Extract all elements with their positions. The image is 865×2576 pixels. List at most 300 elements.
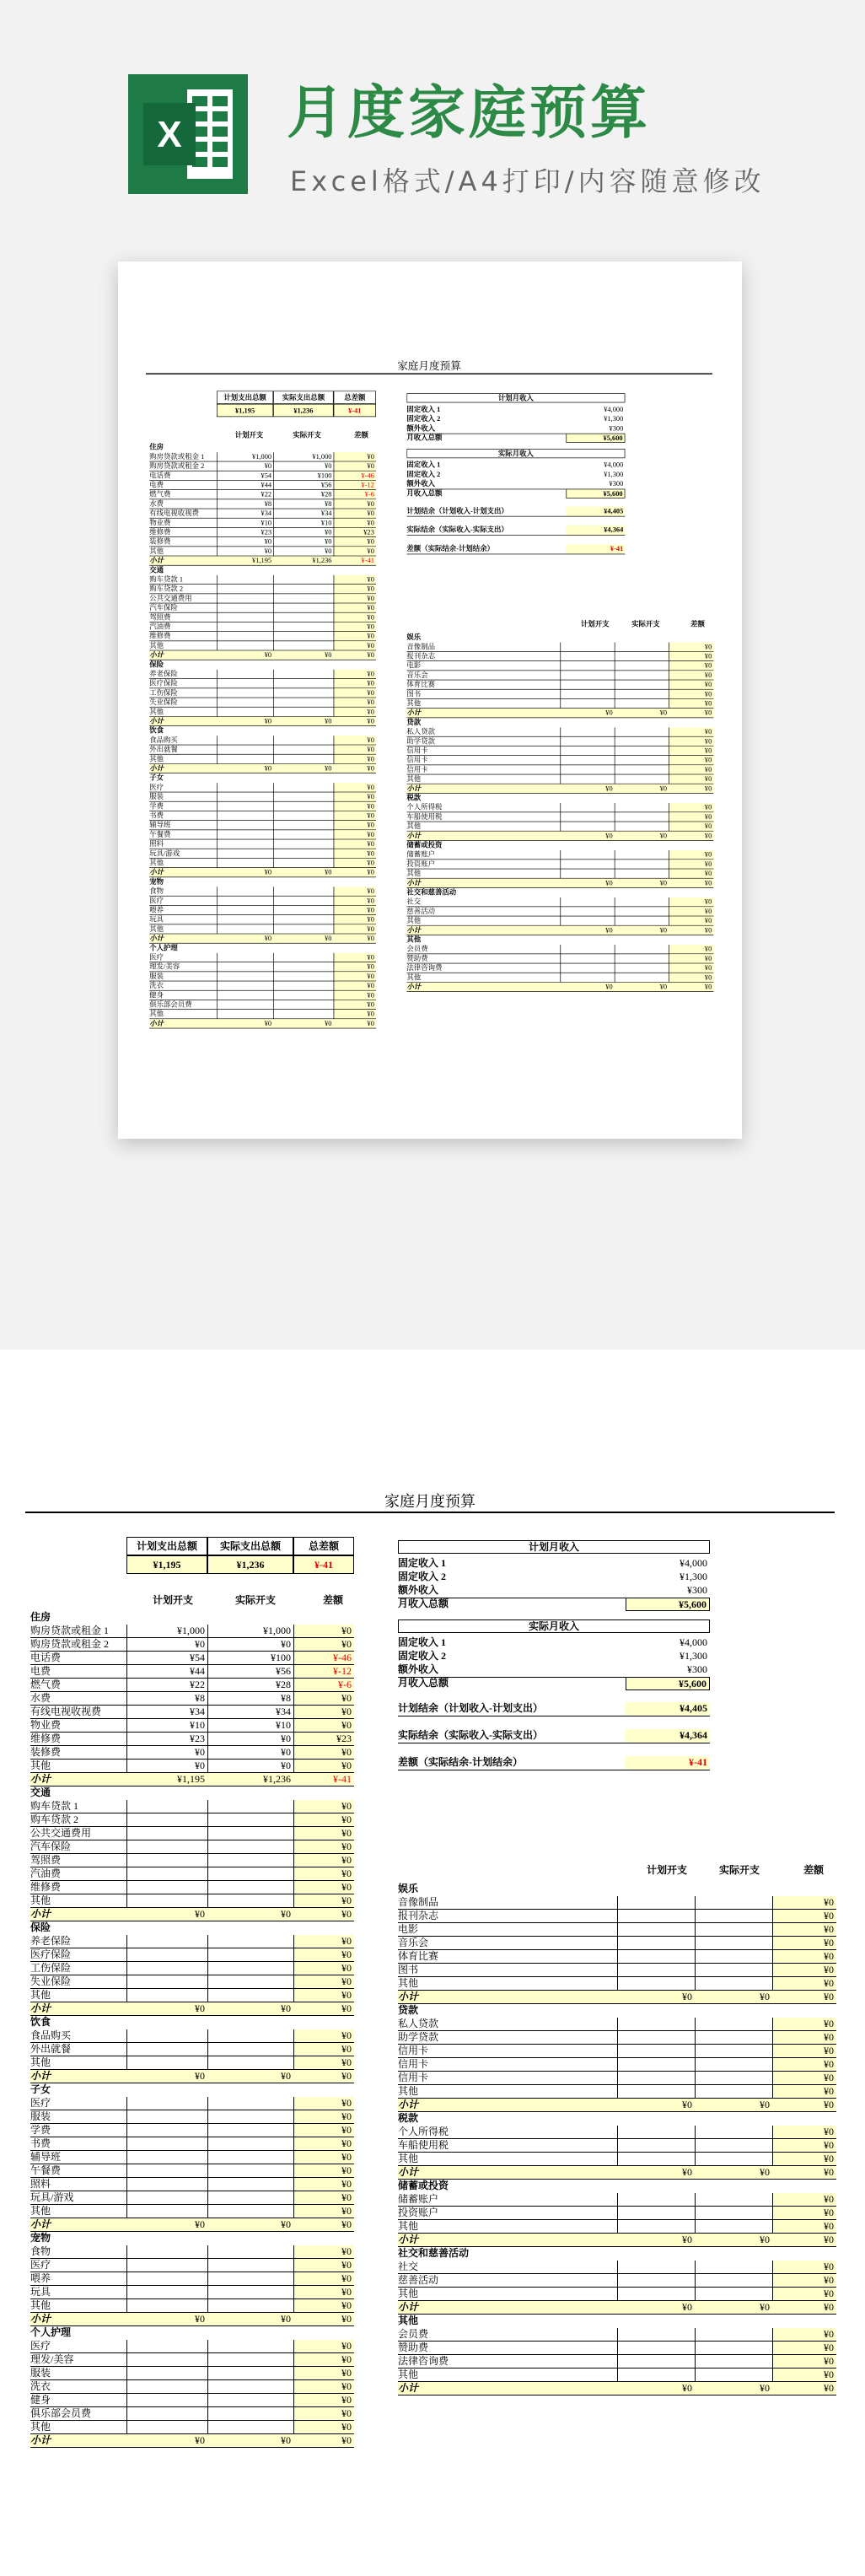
grid-line (293, 2029, 294, 2070)
grid-line (293, 2097, 294, 2218)
item-label: 信用卡 (406, 746, 428, 755)
subtotal-actual: ¥0 (695, 2301, 772, 2315)
balance-label: 计划结余（计划收入-计划支出） (406, 506, 508, 515)
item-plan (617, 1896, 695, 1910)
item-label: 慈善活动 (398, 2274, 439, 2286)
item-label: 私人贷款 (406, 727, 436, 736)
item-plan: ¥22 (261, 490, 272, 498)
item-diff: ¥0 (334, 708, 376, 717)
item-plan (126, 1894, 207, 1908)
item-diff: ¥0 (293, 1746, 354, 1760)
income-label: 固定收入 1 (406, 461, 441, 469)
item-diff: ¥0 (293, 2272, 354, 2286)
item-diff: ¥0 (772, 2274, 836, 2288)
column-header-plan: 计划开支 (152, 1594, 193, 1606)
item-diff: ¥0 (293, 2245, 354, 2259)
subtotal-diff: ¥0 (293, 2218, 354, 2232)
item-actual: ¥0 (325, 461, 332, 471)
item-label: 汽车保险 (149, 603, 178, 612)
grid-line (560, 850, 561, 879)
item-diff: ¥0 (334, 802, 376, 811)
subtotal-plan: ¥0 (560, 983, 614, 992)
income-total: ¥5,600 (626, 1677, 710, 1690)
grid-line (334, 887, 335, 934)
item-label: 食品购买 (149, 736, 178, 744)
subtotal-actual: ¥0 (695, 2099, 772, 2112)
item-label: 午餐费 (149, 830, 171, 838)
income-value: ¥1,300 (604, 470, 624, 478)
item-actual (695, 2058, 772, 2072)
item-plan (126, 2272, 207, 2286)
grid-line (695, 2126, 696, 2166)
income-label: 额外收入 (406, 423, 436, 433)
item-plan (126, 2178, 207, 2191)
summary-header: 计划支出总额 (217, 391, 273, 403)
subtotal-plan: ¥0 (617, 2301, 695, 2315)
subtotal-label: 小计 (406, 832, 560, 841)
item-diff: ¥0 (334, 594, 376, 603)
item-label: 医疗 (149, 896, 164, 905)
item-label: 养老保险 (30, 1935, 72, 1947)
subtotal-label: 小计 (30, 2313, 126, 2326)
item-label: 报刊杂志 (398, 1910, 439, 1921)
item-plan (126, 2353, 207, 2367)
grid-line (126, 2097, 127, 2218)
income-total: ¥5,600 (626, 1598, 710, 1611)
subtotal-label: 小计 (406, 709, 560, 718)
subtotal-label: 小计 (149, 717, 217, 726)
item-label: 电影 (406, 661, 422, 670)
item-diff: ¥0 (772, 1923, 836, 1937)
item-plan: ¥22 (190, 1679, 205, 1690)
grid-line (273, 452, 274, 556)
item-label: 音乐会 (406, 671, 428, 679)
subtotal-diff: ¥0 (293, 2434, 354, 2448)
item-plan (617, 2369, 695, 2382)
subtotal-actual: ¥1,236 (273, 556, 333, 565)
income-label: 固定收入 2 (406, 414, 441, 423)
item-plan (617, 2031, 695, 2045)
item-diff: ¥0 (334, 783, 376, 792)
subtotal-actual: ¥0 (695, 2382, 772, 2395)
item-diff: ¥0 (293, 1827, 354, 1840)
item-actual (207, 1948, 293, 1962)
item-diff: ¥0 (334, 1010, 376, 1019)
item-label: 照料 (30, 2178, 51, 2190)
item-diff: ¥0 (293, 1894, 354, 1908)
item-label: 慈善活动 (406, 907, 436, 915)
item-actual: ¥100 (317, 471, 332, 480)
item-label: 图书 (398, 1964, 419, 1975)
item-plan (126, 1962, 207, 1975)
item-diff: ¥0 (334, 641, 376, 650)
item-plan (617, 2126, 695, 2139)
item-label: 社交 (406, 897, 422, 906)
item-label: 医疗 (30, 2259, 51, 2271)
item-plan (126, 1840, 207, 1854)
item-diff: ¥0 (334, 461, 376, 471)
income-total-label: 月收入总额 (406, 488, 443, 498)
item-diff: ¥0 (669, 945, 713, 954)
item-label: 物业费 (30, 1719, 62, 1731)
subtotal-plan: ¥0 (126, 2070, 207, 2083)
item-label: 其他 (149, 641, 164, 649)
item-label: 维修费 (30, 1733, 62, 1744)
item-label: 助学贷款 (398, 2031, 439, 2043)
item-diff: ¥0 (293, 2110, 354, 2124)
item-label: 其他 (30, 2056, 51, 2068)
grid-line (406, 991, 713, 992)
item-diff: ¥0 (293, 2137, 354, 2151)
grid-line (126, 1935, 127, 2002)
item-actual (695, 2031, 772, 2045)
income-title: 实际月收入 (398, 1619, 710, 1633)
item-label: 会员费 (406, 945, 428, 953)
item-actual (207, 2205, 293, 2218)
item-label: 其他 (406, 916, 422, 925)
grid-line (126, 1800, 127, 1908)
item-label: 医疗 (149, 952, 164, 962)
item-actual (695, 1977, 772, 1991)
summary-plan: ¥1,195 (126, 1555, 207, 1574)
income-value: ¥4,000 (604, 405, 624, 413)
item-label: 学费 (30, 2124, 51, 2136)
item-actual: ¥8 (281, 1692, 291, 1704)
item-plan: ¥1,000 (252, 452, 272, 461)
item-label: 电话费 (149, 471, 171, 480)
item-plan: ¥10 (190, 1719, 205, 1731)
income-total: ¥5,600 (566, 489, 625, 498)
item-actual (207, 2043, 293, 2056)
item-label: 驾照费 (30, 1854, 62, 1866)
item-actual (207, 2340, 293, 2353)
item-actual (695, 1896, 772, 1910)
item-diff: ¥0 (334, 811, 376, 821)
item-actual (207, 1854, 293, 1867)
item-label: 车船使用税 (398, 2139, 449, 2151)
subtotal-actual: ¥0 (207, 2434, 293, 2448)
income-label: 额外收入 (398, 1584, 439, 1596)
item-diff: ¥0 (334, 1000, 376, 1010)
item-label: 音像制品 (406, 642, 436, 651)
item-diff: ¥0 (293, 2394, 354, 2407)
item-diff: ¥0 (293, 1840, 354, 1854)
item-label: 理发/美容 (149, 962, 180, 971)
category-header: 子女 (149, 773, 164, 782)
item-diff: ¥0 (772, 1964, 836, 1977)
subtotal-actual: ¥0 (273, 1019, 333, 1028)
item-plan: ¥10 (261, 518, 272, 527)
balance-label: 差额（实际结余-计划结余） (398, 1756, 523, 1768)
grid-line (560, 945, 561, 983)
income-label: 固定收入 1 (406, 405, 441, 413)
item-plan (126, 2286, 207, 2299)
grid-line (334, 670, 335, 717)
item-label: 信用卡 (406, 765, 428, 773)
income-value: ¥4,000 (680, 1557, 707, 1569)
grid-line (207, 1935, 208, 2002)
subtotal-label: 小计 (30, 2434, 126, 2448)
summary-plan: ¥1,195 (217, 404, 273, 417)
item-actual (207, 1827, 293, 1840)
category-header: 储蓄或投资 (398, 2180, 449, 2191)
item-diff: ¥0 (334, 906, 376, 915)
item-actual (695, 2153, 772, 2166)
item-actual (695, 2018, 772, 2031)
item-diff: ¥0 (293, 2367, 354, 2380)
grid-line (273, 783, 274, 868)
item-label: 其他 (30, 1760, 51, 1771)
subtotal-label: 小计 (30, 1908, 126, 1921)
item-label: 汽车保险 (30, 1840, 72, 1852)
subtotal-diff: ¥0 (669, 983, 713, 992)
subtotal-diff: ¥0 (334, 1019, 376, 1028)
summary-header: 实际支出总额 (207, 1537, 293, 1555)
balance-label: 实际结余（实际收入-实际支出） (406, 525, 508, 534)
item-label: 信用卡 (398, 2058, 429, 2070)
item-label: 其他 (30, 2205, 51, 2217)
subtotal-actual: ¥0 (207, 2218, 293, 2232)
subtotal-plan: ¥0 (617, 2166, 695, 2180)
item-label: 储蓄账户 (398, 2193, 439, 2205)
item-label: 俱乐部会员费 (30, 2407, 92, 2419)
item-label: 医疗 (149, 783, 164, 791)
subtotal-diff: ¥0 (334, 650, 376, 660)
item-label: 洗衣 (149, 981, 164, 990)
item-diff: ¥0 (334, 839, 376, 849)
item-label: 其他 (398, 2153, 419, 2164)
grid-line (126, 2245, 127, 2313)
subtotal-label: 小计 (149, 764, 217, 773)
item-label: 燃气费 (149, 490, 171, 498)
subtotal-actual: ¥0 (695, 1991, 772, 2004)
subtotal-label: 小计 (149, 556, 217, 565)
item-plan: ¥0 (264, 547, 272, 555)
item-actual (207, 2110, 293, 2124)
item-plan: ¥54 (190, 1652, 205, 1663)
category-header: 宠物 (149, 877, 164, 886)
category-header: 娱乐 (398, 1883, 419, 1894)
subtotal-diff: ¥0 (669, 832, 713, 841)
grid-line (293, 2245, 294, 2313)
item-plan: ¥34 (261, 509, 272, 518)
grid-line (126, 1625, 127, 1773)
grid-line (406, 489, 566, 490)
item-diff: ¥0 (669, 860, 713, 869)
subtotal-diff: ¥0 (772, 2234, 836, 2247)
grid-line (695, 2328, 696, 2382)
item-actual (207, 2029, 293, 2043)
item-label: 书费 (149, 811, 164, 820)
item-actual (695, 2261, 772, 2274)
column-header-diff: 差额 (322, 1594, 343, 1606)
grid-line (617, 2261, 618, 2301)
subtotal-diff: ¥0 (772, 1991, 836, 2004)
item-label: 其他 (406, 869, 422, 878)
item-label: 养老保险 (149, 669, 178, 678)
item-diff: ¥0 (669, 756, 713, 765)
subtotal-diff: ¥0 (772, 2166, 836, 2180)
item-actual (207, 2245, 293, 2259)
item-diff: ¥0 (669, 963, 713, 973)
item-plan: ¥8 (264, 499, 272, 508)
item-plan (617, 1910, 695, 1923)
category-header: 贷款 (398, 2004, 419, 2016)
item-diff: ¥0 (669, 727, 713, 736)
item-label: 医疗 (30, 2097, 51, 2109)
grid-line (273, 887, 274, 934)
item-actual (695, 2207, 772, 2220)
grid-line (772, 2193, 773, 2234)
item-label: 汽油费 (149, 622, 171, 631)
item-actual (207, 2407, 293, 2421)
item-actual (695, 2072, 772, 2085)
item-actual (695, 1950, 772, 1964)
grid-line (207, 2245, 208, 2313)
item-diff: ¥0 (334, 991, 376, 1000)
item-label: 其他 (149, 707, 164, 716)
category-header: 饮食 (149, 726, 164, 735)
item-diff: ¥0 (772, 2207, 836, 2220)
item-label: 其他 (149, 754, 164, 763)
income-total-label: 月收入总额 (398, 1677, 449, 1689)
subtotal-diff: ¥0 (669, 709, 713, 718)
subtotal-diff: ¥0 (669, 784, 713, 794)
item-plan (126, 2394, 207, 2407)
item-diff: ¥-46 (293, 1652, 354, 1665)
column-header-plan: 计划开支 (580, 620, 610, 628)
item-label: 其他 (398, 2369, 419, 2380)
subtotal-plan: ¥0 (617, 1991, 695, 2004)
item-label: 物业费 (149, 518, 171, 527)
item-plan: ¥8 (195, 1692, 205, 1704)
item-label: 外出就餐 (149, 745, 178, 754)
item-actual (695, 1910, 772, 1923)
grid-line (273, 670, 274, 717)
item-actual (207, 2380, 293, 2394)
logo-letter: X (157, 114, 182, 155)
summary-header: 计划支出总额 (126, 1537, 207, 1555)
subtotal-actual: ¥0 (615, 879, 669, 888)
item-diff: ¥0 (334, 603, 376, 612)
item-diff: ¥0 (669, 643, 713, 652)
item-label: 其他 (149, 858, 164, 867)
item-plan: ¥0 (195, 1760, 205, 1771)
subtotal-plan: ¥0 (217, 934, 273, 943)
item-plan: ¥44 (261, 480, 272, 489)
item-plan (126, 2110, 207, 2124)
item-actual: ¥10 (276, 1719, 291, 1731)
column-header-diff: 差额 (354, 431, 368, 439)
subtotal-actual: ¥0 (615, 926, 669, 935)
subtotal-diff: ¥0 (669, 879, 713, 888)
subtotal-plan: ¥0 (560, 879, 614, 888)
category-header: 娱乐 (406, 633, 422, 642)
item-plan: ¥54 (261, 471, 272, 480)
item-label: 失业保险 (149, 698, 178, 707)
item-diff: ¥0 (334, 745, 376, 754)
item-plan (617, 2018, 695, 2031)
grid-line (293, 1800, 294, 1908)
subtotal-plan: ¥0 (560, 926, 614, 935)
subtotal-plan: ¥1,195 (217, 556, 273, 565)
item-diff: ¥0 (669, 850, 713, 860)
item-diff: ¥0 (293, 2286, 354, 2299)
item-actual (207, 1962, 293, 1975)
item-label: 服装 (149, 792, 164, 801)
item-label: 信用卡 (398, 2045, 429, 2056)
item-actual (207, 1894, 293, 1908)
subtotal-plan: ¥0 (617, 2382, 695, 2395)
item-actual (695, 1937, 772, 1950)
item-diff: ¥0 (669, 690, 713, 699)
grid-line (334, 953, 335, 1019)
item-label: 购车贷款 1 (30, 1800, 79, 1812)
item-label: 驾照费 (149, 612, 171, 622)
item-actual (207, 2299, 293, 2313)
grid-line (207, 1625, 208, 1773)
item-label: 私人贷款 (398, 2018, 439, 2029)
subtotal-actual: ¥0 (273, 934, 333, 943)
subtotal-label: 小计 (398, 2301, 617, 2315)
income-value: ¥4,000 (604, 461, 624, 469)
sheet-title: 家庭月度预算 (146, 359, 712, 375)
item-actual: ¥34 (320, 509, 332, 518)
item-actual: ¥0 (325, 527, 332, 536)
category-header: 宠物 (30, 2232, 51, 2244)
item-diff: ¥0 (293, 2421, 354, 2434)
item-diff: ¥0 (334, 519, 376, 528)
subtotal-actual: ¥0 (207, 2002, 293, 2016)
item-diff: ¥0 (772, 2328, 836, 2342)
summary-header: 总差额 (334, 391, 376, 403)
item-diff: ¥0 (334, 962, 376, 972)
subtotal-actual: ¥0 (695, 2234, 772, 2247)
item-plan: ¥1,000 (177, 1625, 205, 1636)
grid-line (217, 736, 218, 764)
item-label: 购车贷款 2 (149, 585, 184, 593)
item-actual (695, 2139, 772, 2153)
item-actual (695, 1923, 772, 1937)
item-plan (126, 2043, 207, 2056)
balance-value: ¥4,364 (566, 525, 625, 535)
excel-icon (128, 74, 248, 194)
item-actual: ¥0 (281, 1733, 291, 1744)
item-diff: ¥0 (293, 2205, 354, 2218)
banner-title: 月度家庭预算 (287, 80, 652, 147)
subtotal-actual: ¥0 (695, 2166, 772, 2180)
item-diff: ¥0 (293, 1962, 354, 1975)
subtotal-actual: ¥0 (615, 709, 669, 718)
item-plan (126, 2164, 207, 2178)
item-diff: ¥0 (334, 887, 376, 896)
item-label: 其他 (30, 1989, 51, 2001)
item-diff: ¥0 (293, 1867, 354, 1881)
item-label: 汽油费 (30, 1867, 62, 1879)
grid-line (560, 643, 561, 709)
item-diff: ¥0 (334, 613, 376, 622)
grid-line (293, 2340, 294, 2434)
item-label: 食品购买 (30, 2029, 72, 2041)
subtotal-actual: ¥0 (273, 717, 333, 726)
category-header: 保险 (149, 660, 164, 669)
item-diff: ¥0 (334, 849, 376, 859)
item-diff: ¥-12 (293, 1665, 354, 1679)
item-diff: ¥0 (772, 2085, 836, 2099)
item-plan: ¥0 (264, 537, 272, 546)
income-label: 固定收入 1 (398, 1636, 447, 1648)
item-diff: ¥0 (669, 803, 713, 812)
